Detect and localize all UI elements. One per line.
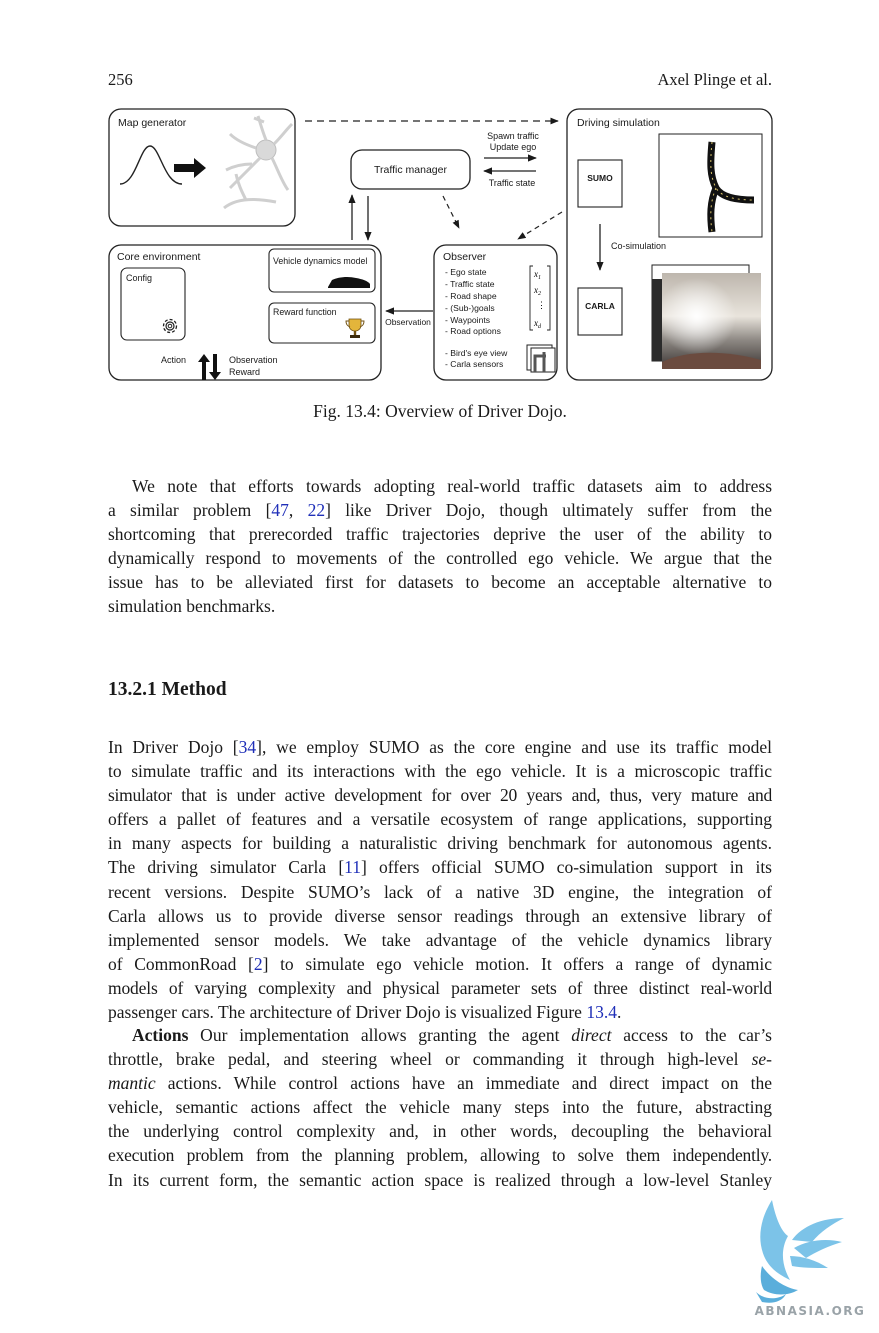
observer-title: Observer bbox=[443, 251, 487, 263]
svg-text:x1: $x_1$ bbox=[534, 269, 541, 281]
paragraph-method: In Driver Dojo [34], we employ SUMO as the core engine and use its traffic model to simulate traffic and its interactions with the ego vehicle. It is a microscopic traffic simulator that is under active development for over 20 years and, thus, very mature and offers a pallet of features and a versatile ecosystem of range applications, supporting in many aspects for building a naturalistic driving benchmark for autonomous agents. The driving simulator Carla [11] offers official SUMO co-simulation support in its recent versions. Despite SUMO’s lack of a native 3D engine, the integration of Carla allows us to provide diverse sensor readings through an extensive library of implemented sensor models. We take advantage of the vehicle dynamics library of CommonRoad [2] to simulate ego vehicle motion. It offers a range of dynamic models of varying complexity and physical parameter sets of three distinct real-world passenger cars. The architecture of Driver Dojo is visualized Figure 13.4. bbox=[108, 737, 773, 1023]
spawn-traffic-label: Spawn traffic bbox=[487, 131, 539, 141]
gear-icon bbox=[164, 320, 177, 333]
update-ego-label: Update ego bbox=[489, 142, 537, 152]
paragraph-datasets: We note that efforts towards adopting real-world traffic datasets aim to address a similar problem [47, 22] like Driver Dojo, though ultimately suffer from the shortcoming that prerecorded traffic trajectories deprive the user of the ability to dynamically respond to movements of the controlled ego vehicle. We argue that the issue has to be alleviated first for datasets to become an acceptable alternative to simulation benchmarks. bbox=[108, 476, 772, 617]
trophy-icon bbox=[346, 319, 364, 338]
carla-camera-image bbox=[652, 265, 761, 369]
observation-bottom-label: Observation bbox=[229, 355, 278, 365]
citation-link[interactable]: 47 bbox=[271, 500, 289, 521]
reward-function-label: Reward function bbox=[273, 307, 337, 317]
big-arrow-icon bbox=[174, 158, 206, 178]
map-generator-box bbox=[109, 109, 295, 226]
watermark-text: ABNASIA.ORG bbox=[754, 1304, 866, 1318]
running-authors: Axel Plinge et al. bbox=[657, 70, 772, 89]
observer-item: - Ego state bbox=[445, 267, 487, 277]
traffic-state-label: Traffic state bbox=[488, 178, 536, 188]
figure-caption: Fig. 13.4: Overview of Driver Dojo. bbox=[313, 401, 567, 421]
sumo-box bbox=[578, 160, 622, 207]
actions-run-in-heading: Actions bbox=[132, 1025, 189, 1045]
map-generator-title: Map generator bbox=[118, 117, 187, 129]
figure-link[interactable]: 13.4 bbox=[586, 1002, 617, 1023]
traffic-manager-label: Traffic manager bbox=[374, 164, 447, 176]
driving-simulation-title: Driving simulation bbox=[577, 117, 660, 129]
carla-box bbox=[578, 288, 622, 335]
page-number: 256 bbox=[108, 70, 133, 89]
observer-item: - Road options bbox=[445, 326, 501, 336]
sumo-map-image bbox=[659, 134, 762, 237]
observer-box bbox=[434, 245, 557, 380]
driving-simulation-box bbox=[567, 109, 772, 380]
architecture-figure bbox=[106, 104, 776, 386]
observer-item: - Waypoints bbox=[445, 315, 491, 325]
vehicle-dynamics-label: Vehicle dynamics model bbox=[273, 256, 368, 266]
state-vector bbox=[530, 266, 550, 330]
up-arrow-icon bbox=[198, 354, 210, 380]
down-arrow-icon bbox=[209, 354, 221, 380]
observer-item: - Bird's eye view bbox=[445, 348, 508, 358]
observer-item: - Road shape bbox=[445, 291, 497, 301]
section-heading: 13.2.1 Method bbox=[108, 679, 227, 700]
core-environment-title: Core environment bbox=[117, 251, 201, 263]
svg-text:⋮: ⋮ bbox=[537, 300, 546, 310]
car-icon bbox=[328, 277, 370, 288]
observer-item: - Traffic state bbox=[445, 279, 495, 289]
road-sketch-icon bbox=[224, 116, 292, 208]
svg-text:xd: $x_d$ bbox=[534, 318, 541, 330]
citation-link[interactable]: 34 bbox=[238, 737, 257, 757]
bird-logo-icon bbox=[756, 1200, 844, 1303]
svg-text:x2: $x_2$ bbox=[534, 285, 541, 297]
sumo-label: SUMO bbox=[587, 173, 613, 183]
observation-arrow-label: Observation bbox=[385, 317, 431, 327]
observer-item: - Carla sensors bbox=[445, 359, 504, 369]
citation-link[interactable]: 2 bbox=[253, 953, 263, 974]
paragraph-actions: Actions Our implementation allows granting the agent direct access to the car’s throttle, brake pedal, and steering wheel or commanding it through high-level se- mantic actions. While control actions have an immediate and direct impact on the vehicle, semantic actions affect the vehicle many steps into the future, abstracting the underlying control complexity and, in other words, decoupling the behavioral execution problem from the planning problem, allowing to solve them independently. In its current form, the semantic action space is realized through a low-level Stanley bbox=[108, 1025, 772, 1190]
reward-bottom-label: Reward bbox=[229, 367, 261, 377]
observer-item: - (Sub-)goals bbox=[445, 303, 495, 313]
co-simulation-label: Co-simulation bbox=[611, 241, 667, 251]
core-environment-box bbox=[109, 245, 381, 380]
watermark-logo bbox=[742, 1196, 878, 1320]
action-label: Action bbox=[161, 355, 187, 365]
citation-link[interactable]: 11 bbox=[344, 857, 362, 878]
citation-link[interactable]: 22 bbox=[307, 500, 326, 521]
config-label: Config bbox=[126, 273, 153, 283]
gaussian-icon bbox=[120, 146, 182, 184]
carla-label: CARLA bbox=[585, 301, 615, 311]
traffic-manager-box bbox=[351, 150, 470, 189]
birds-eye-icon bbox=[527, 345, 555, 372]
